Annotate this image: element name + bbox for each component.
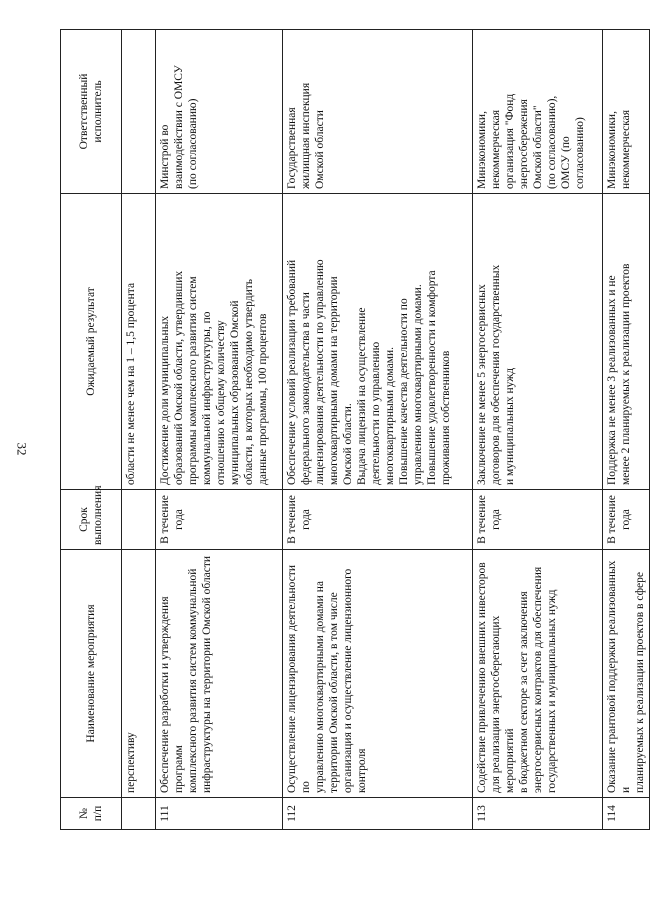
table-row — [603, 30, 650, 830]
text-line: года — [300, 509, 313, 530]
text-line: комплексного развития систем коммунальной — [187, 568, 200, 793]
row-term — [156, 490, 283, 550]
text-line: Повышение удовлетворенности и комфорта — [426, 270, 439, 485]
text-line: территории Омской области, в том числе — [328, 592, 341, 793]
text-line: деятельности по управлению — [370, 341, 383, 485]
text-line: инфраструктуры на территории Омской области — [201, 555, 214, 793]
text-line: ОМСУ (по — [560, 136, 573, 189]
text-line: энергосервисных контрактов для обеспечения — [532, 566, 545, 793]
text-line: п/п — [92, 805, 104, 822]
text-line: образований Омской области, утвердивших — [173, 270, 186, 485]
text-line: Выдача лицензий на осуществление — [356, 307, 369, 485]
text-line: В течение — [476, 495, 488, 544]
row-result — [283, 194, 473, 490]
text-line: В течение — [159, 495, 171, 544]
row-name — [122, 550, 156, 798]
text-line: планируемых к реализации проектов в сфере — [634, 572, 647, 793]
text-line: года — [173, 509, 186, 530]
text-line: многоквартирными домами. — [384, 346, 397, 485]
table-row — [156, 30, 283, 830]
header-name — [61, 550, 122, 798]
text-line: федерального законодательства в части — [300, 292, 313, 485]
text-line: государственных и муниципальных нужд — [546, 589, 559, 793]
text-line: области, в которых необходимо утвердить — [243, 278, 256, 485]
text-line: менее 2 планируемых к реализации проектов — [620, 263, 633, 485]
row-executor — [603, 30, 650, 194]
text-line: согласованию) — [574, 117, 587, 189]
row-num: 112 — [283, 798, 473, 830]
table-row — [122, 30, 156, 830]
text-line: исполнитель — [92, 80, 104, 143]
header-term — [61, 485, 122, 550]
text-line: Ожидаемый результат — [84, 287, 97, 396]
measures-table — [60, 29, 650, 830]
text-line: Срок — [77, 507, 90, 532]
text-line: Государственная — [286, 107, 298, 189]
table-header-row — [61, 30, 122, 830]
text-line: некоммерческая — [620, 109, 633, 189]
text-line: организация и осуществление лицензионного — [342, 568, 355, 793]
text-line: Заключение не менее 5 энергосервисных — [476, 284, 488, 485]
row-result — [122, 194, 156, 490]
text-line: жилищная инспекция — [300, 82, 313, 189]
text-line: для реализации энергосберегающих мероприятий — [490, 615, 517, 793]
row-executor — [156, 30, 283, 194]
header-executor — [61, 30, 122, 194]
text-line: Наименование мероприятия — [84, 604, 97, 743]
row-name — [283, 550, 473, 798]
row-result — [603, 194, 650, 490]
text-line: Ответственный — [77, 73, 90, 150]
row-executor — [122, 30, 156, 194]
row-term — [603, 490, 650, 550]
text-line: В течение — [606, 495, 618, 544]
header-num — [61, 798, 122, 830]
row-num: 114 — [603, 798, 650, 830]
text-line: данные программы, 100 процентов — [257, 313, 270, 485]
text-line: контроля — [356, 748, 369, 793]
text-line: № — [77, 808, 90, 819]
text-line: коммунальной инфраструктуры, по — [201, 311, 214, 485]
text-line: договоров для обеспечения государственных — [490, 264, 503, 485]
text-line: проживания собственников — [440, 350, 453, 485]
text-line: области не менее чем на 1 – 1,5 процента — [125, 282, 137, 485]
text-line: Оказание грантовой поддержки реализованных и — [606, 560, 633, 793]
row-name — [603, 550, 650, 798]
text-line: отношению к общему количеству — [215, 320, 228, 485]
text-line: организация "Фонд — [504, 93, 517, 189]
rotated-table-wrapper — [60, 30, 647, 830]
text-line: (по согласованию), — [546, 95, 559, 189]
text-line: года — [620, 509, 633, 530]
row-name — [156, 550, 283, 798]
text-line: Омской области — [314, 110, 327, 189]
row-result — [473, 194, 603, 490]
row-term — [473, 490, 603, 550]
text-line: муниципальных образований Омской — [229, 300, 242, 485]
text-line: Достижение доли муниципальных — [159, 315, 171, 485]
text-line: Осуществление лицензирования деятельности по — [286, 565, 313, 793]
table-row — [283, 30, 473, 830]
row-num: 111 — [156, 798, 283, 830]
text-line: Поддержка не менее 3 реализованных и не — [606, 275, 618, 485]
row-num: 113 — [473, 798, 603, 830]
text-line: (по согласованию) — [187, 98, 200, 189]
row-executor — [283, 30, 473, 194]
text-line: энергосбережения — [518, 99, 531, 189]
text-line: Омской области" — [532, 105, 545, 189]
text-line: в бюджетном секторе за счет заключения — [518, 591, 531, 793]
row-executor — [473, 30, 603, 194]
text-line: года — [490, 509, 503, 530]
text-line: управлению многоквартирными домами на — [314, 581, 327, 793]
text-line: Обеспечение условий реализации требований — [286, 259, 298, 485]
text-line: В течение — [286, 495, 298, 544]
row-result — [156, 194, 283, 490]
text-line: Омской области. — [342, 403, 355, 485]
text-line: многоквартирными домами на территории — [328, 276, 341, 485]
text-line: взаимодействии с ОМСУ — [173, 65, 186, 189]
row-term — [122, 490, 156, 550]
text-line: Обеспечение разработки и утверждения программ — [159, 596, 186, 793]
text-line: и муниципальных нужд — [504, 367, 517, 485]
row-term — [283, 490, 473, 550]
text-line: Минэкономики, — [476, 111, 488, 189]
text-line: Содействие привлечению внешних инвесторов — [476, 562, 488, 793]
row-name — [473, 550, 603, 798]
text-line: Минэкономики, — [606, 111, 618, 189]
row-num — [122, 798, 156, 830]
text-line: лицензирования деятельности по управлению — [314, 259, 327, 485]
header-result — [61, 194, 122, 490]
text-line: выполнения — [92, 485, 104, 545]
text-line: Повышение качества деятельности по — [398, 298, 411, 485]
text-line: управлению многоквартирными домами. — [412, 284, 425, 485]
text-line: Минстрой во — [159, 124, 171, 189]
table-row — [473, 30, 603, 830]
text-line: перспективу — [125, 732, 137, 793]
page-number: 32 — [14, 442, 30, 456]
text-line: некоммерческая — [490, 109, 503, 189]
text-line: программы комплексного развития систем — [187, 276, 200, 485]
